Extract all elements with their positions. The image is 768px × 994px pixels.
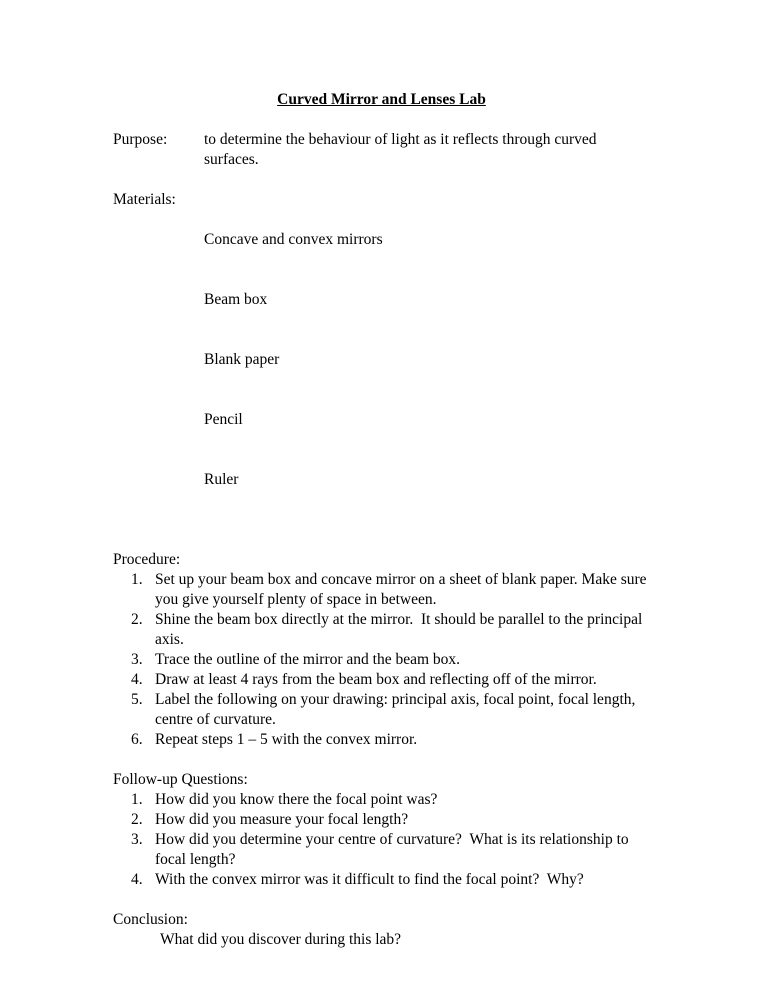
step-text: Label the following on your drawing: principal axis, focal point, focal length, centre of curvature.: [155, 691, 640, 728]
step-number: 2.: [131, 611, 143, 628]
question-number: 1.: [131, 791, 143, 808]
question-text: How did you measure your focal length?: [155, 811, 409, 828]
procedure-step: [131, 650, 650, 670]
procedure-step: [131, 570, 650, 610]
followup-section: [113, 770, 650, 890]
step-number: 4.: [131, 671, 143, 688]
procedure-section: [113, 550, 650, 750]
followup-question: [131, 830, 650, 870]
procedure-step: [131, 730, 650, 750]
step-number: 1.: [131, 571, 143, 588]
step-text: Set up your beam box and concave mirror on a sheet of blank paper. Make sure you give yourself plenty of space in between.: [155, 571, 651, 608]
followup-question: [131, 870, 650, 890]
question-number: 2.: [131, 811, 143, 828]
conclusion-label: Conclusion:: [113, 911, 188, 928]
step-number: 3.: [131, 651, 143, 668]
question-number: 4.: [131, 871, 143, 888]
followup-question: [131, 810, 650, 830]
followup-question: [131, 790, 650, 810]
materials-item: Beam box: [204, 291, 268, 308]
step-text: Trace the outline of the mirror and the beam box.: [155, 651, 461, 668]
step-text: Draw at least 4 rays from the beam box and reflecting off of the mirror.: [155, 671, 597, 688]
procedure-step: [131, 610, 650, 650]
materials-list: [204, 190, 650, 530]
question-text: How did you know there the focal point was?: [155, 791, 438, 808]
question-text: How did you determine your centre of curvature? What is its relationship to focal length?: [155, 831, 633, 868]
step-text: Repeat steps 1 – 5 with the convex mirror.: [155, 731, 418, 748]
materials-item: Ruler: [204, 471, 239, 488]
question-number: 3.: [131, 831, 143, 848]
materials-item: Concave and convex mirrors: [204, 231, 383, 248]
conclusion-section: [113, 910, 650, 950]
procedure-step: [131, 670, 650, 690]
procedure-step: [131, 690, 650, 730]
document-title: Curved Mirror and Lenses Lab: [277, 91, 486, 108]
procedure-label: Procedure:: [113, 551, 181, 568]
followup-list: [131, 790, 650, 890]
procedure-list: [131, 570, 650, 750]
step-number: 6.: [131, 731, 143, 748]
purpose-text: to determine the behaviour of light as it reflects through curved surfaces.: [204, 131, 601, 168]
followup-label: Follow-up Questions:: [113, 771, 248, 788]
step-text: Shine the beam box directly at the mirror. It should be parallel to the principal axis.: [155, 611, 647, 648]
purpose-label: Purpose:: [113, 131, 168, 148]
step-number: 5.: [131, 691, 143, 708]
materials-label: Materials:: [113, 191, 176, 208]
materials-item: Pencil: [204, 411, 243, 428]
purpose-section: [113, 130, 650, 170]
materials-item: Blank paper: [204, 351, 280, 368]
question-text: With the convex mirror was it difficult to find the focal point? Why?: [155, 871, 584, 888]
conclusion-text: What did you discover during this lab?: [160, 931, 402, 948]
materials-section: [113, 190, 650, 530]
